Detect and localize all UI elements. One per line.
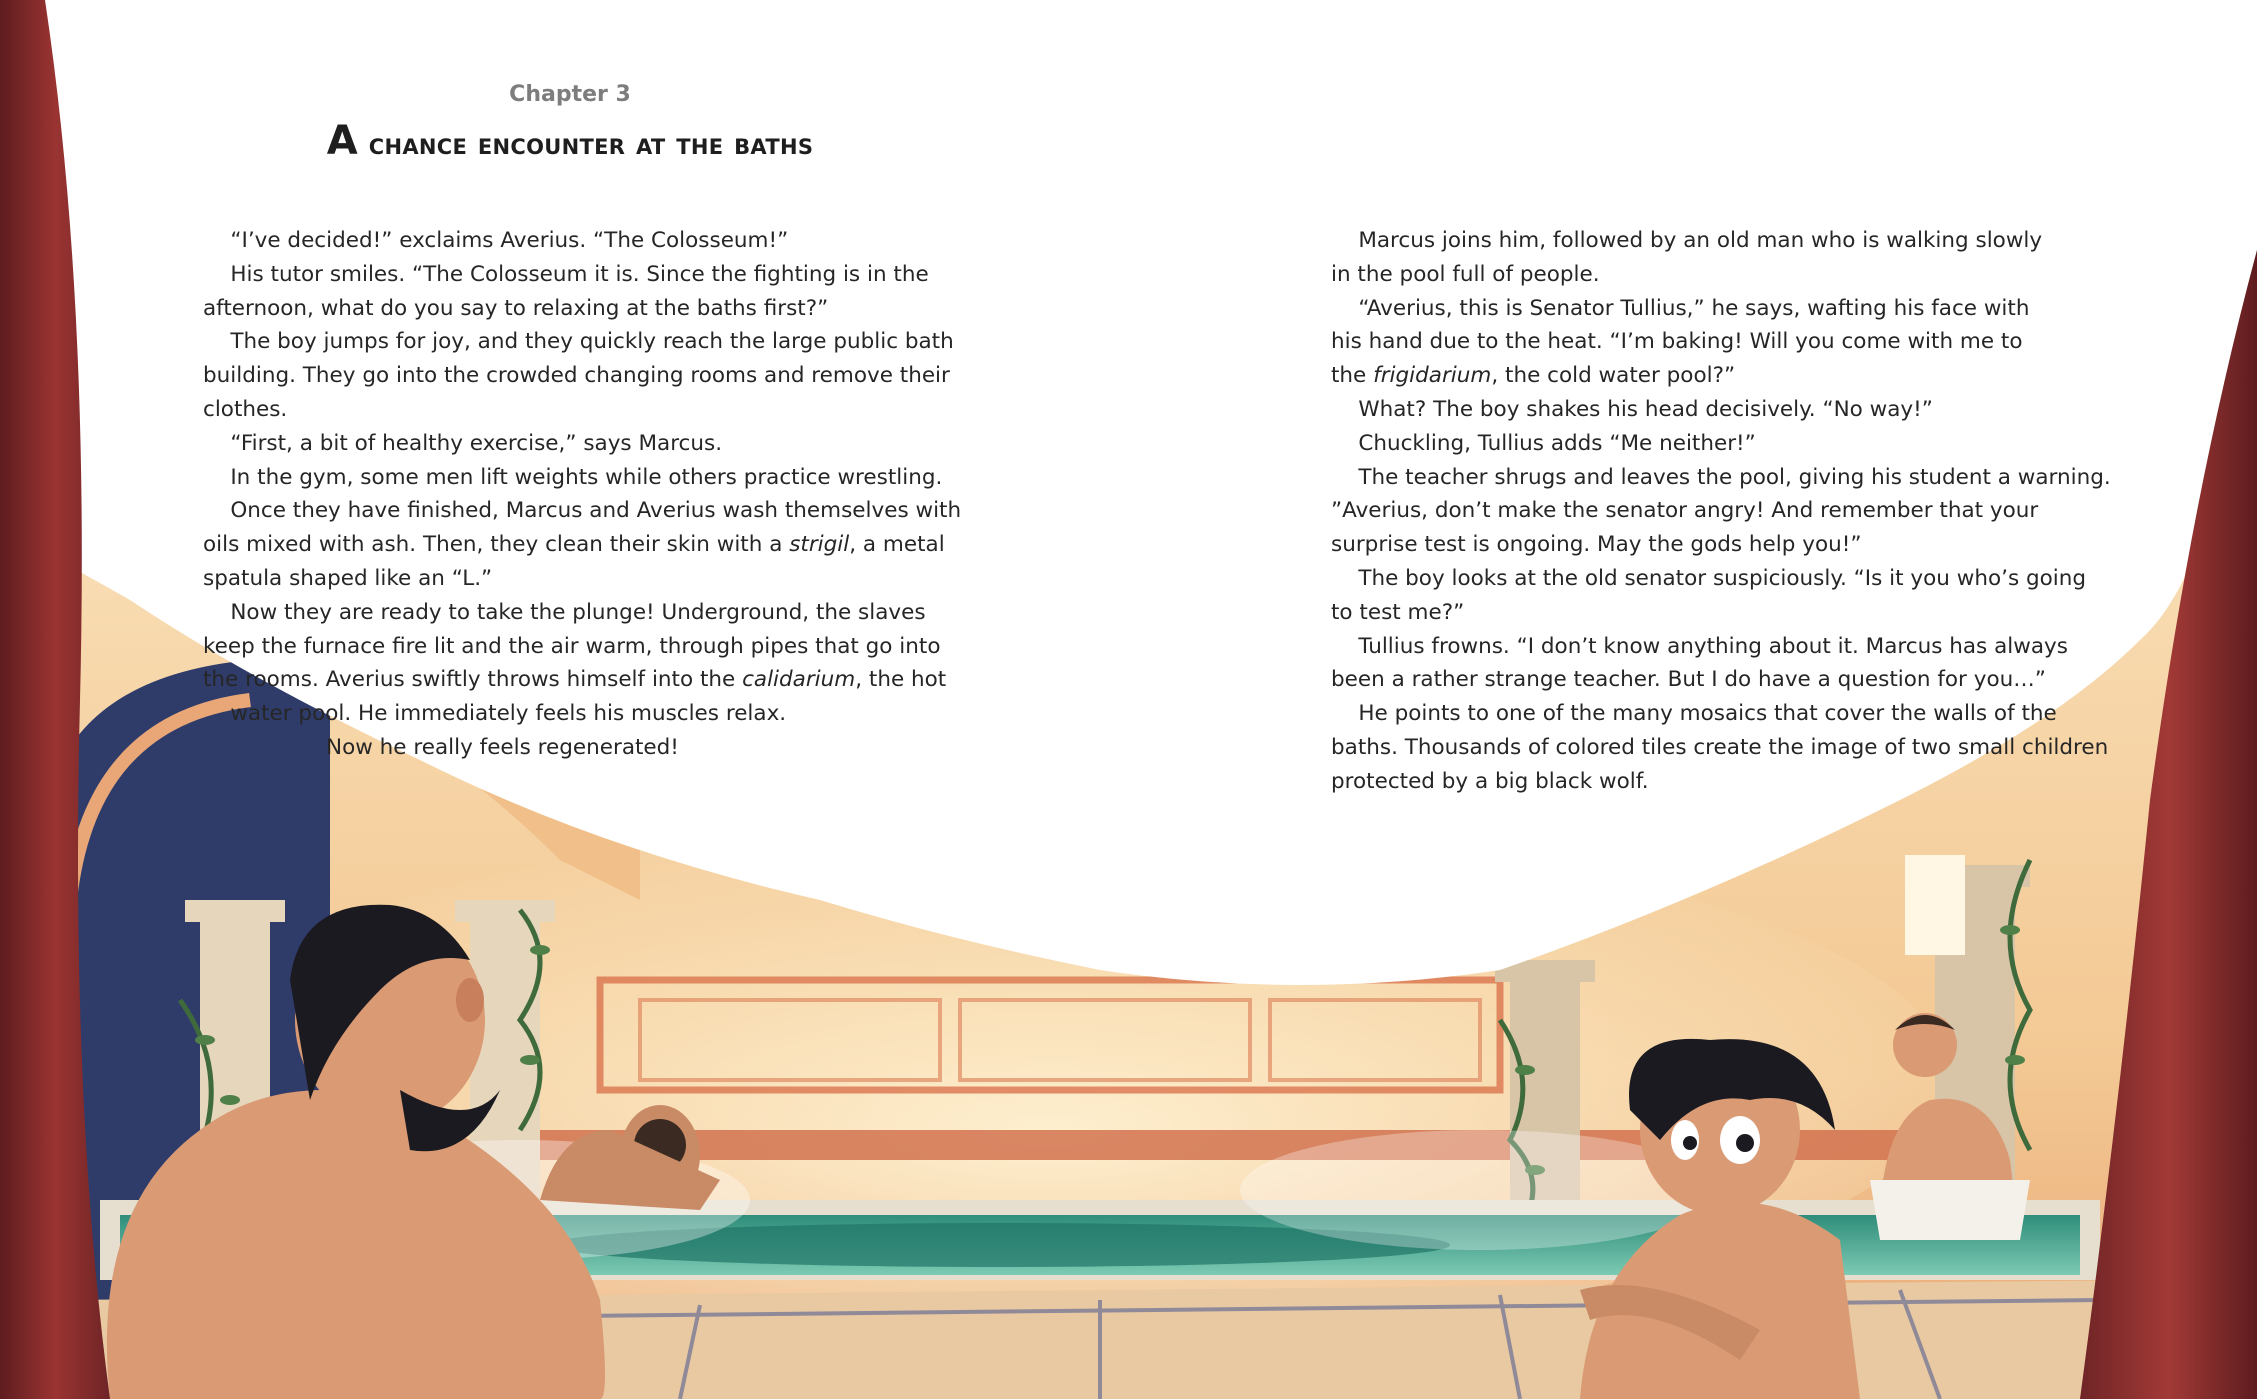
story-line: water pool. He immediately feels his muscles relax. — [203, 701, 787, 727]
story-line: protected by a big black wolf. — [1331, 768, 1649, 794]
story-emphasis: calidarium — [742, 667, 856, 693]
story-line: The boy jumps for joy, and they quickly reach the large public bath — [203, 329, 954, 355]
story-line: the rooms. Averius swiftly throws himself into the calidarium, the hot — [203, 667, 947, 693]
story-emphasis: strigil — [789, 532, 850, 558]
story-line: What? The boy shakes his head decisively. “No way!” — [1331, 396, 1933, 422]
story-line: Now he really feels regenerated! — [203, 734, 679, 760]
story-line: clothes. — [203, 396, 288, 422]
story-line: His tutor smiles. “The Colosseum it is. Since the fighting is in the — [203, 261, 929, 287]
story-line: surprise test is ongoing. May the gods help you!” — [1331, 532, 1862, 558]
story-line: keep the furnace fire lit and the air warm, through pipes that go into — [203, 633, 941, 659]
story-line: Chuckling, Tullius adds “Me neither!” — [1331, 430, 1756, 456]
story-line: in the pool full of people. — [1331, 261, 1600, 287]
story-line: oils mixed with ash. Then, they clean their skin with a strigil, a metal — [203, 532, 945, 558]
story-emphasis: frigidarium — [1373, 363, 1492, 389]
chapter-label: Chapter 3 — [509, 82, 631, 107]
story-line: “First, a bit of healthy exercise,” says Marcus. — [203, 430, 723, 456]
story-line: Now they are ready to take the plunge! Underground, the slaves — [203, 599, 926, 625]
story-line: to test me?” — [1331, 599, 1465, 625]
story-line: afternoon, what do you say to relaxing at the baths first?” — [203, 295, 829, 321]
story-line: the frigidarium, the cold water pool?” — [1331, 363, 1736, 389]
story-line: In the gym, some men lift weights while others practice wrestling. — [203, 464, 943, 490]
story-column-left — [203, 224, 962, 765]
chapter-title — [160, 118, 980, 164]
story-line: Tullius frowns. “I don’t know anything about it. Marcus has always — [1331, 633, 2068, 659]
story-line: “Averius, this is Senator Tullius,” he says, wafting his face with — [1331, 295, 2030, 321]
story-line: ”Averius, don’t make the senator angry! And remember that your — [1331, 498, 2039, 524]
chapter-title-rest: chance encounter at the baths — [357, 127, 814, 162]
story-line: “I’ve decided!” exclaims Averius. “The Colosseum!” — [203, 228, 789, 253]
story-column-right — [1331, 224, 2111, 799]
story-line: spatula shaped like an “L.” — [203, 565, 493, 591]
story-line: baths. Thousands of colored tiles create the image of two small children — [1331, 734, 2109, 760]
story-line: building. They go into the crowded changing rooms and remove their — [203, 363, 950, 389]
story-line: The boy looks at the old senator suspiciously. “Is it you who’s going — [1331, 565, 2087, 591]
story-line: been a rather strange teacher. But I do have a question for you…” — [1331, 667, 2046, 693]
story-line: his hand due to the heat. “I’m baking! Will you come with me to — [1331, 329, 2023, 355]
story-line: Once they have finished, Marcus and Averius wash themselves with — [203, 498, 962, 524]
story-line: The teacher shrugs and leaves the pool, giving his student a warning. — [1331, 464, 2111, 490]
chapter-title-initial: A — [326, 118, 358, 164]
story-line: He points to one of the many mosaics that cover the walls of the — [1331, 701, 2057, 727]
story-line: Marcus joins him, followed by an old man who is walking slowly — [1331, 228, 2043, 253]
